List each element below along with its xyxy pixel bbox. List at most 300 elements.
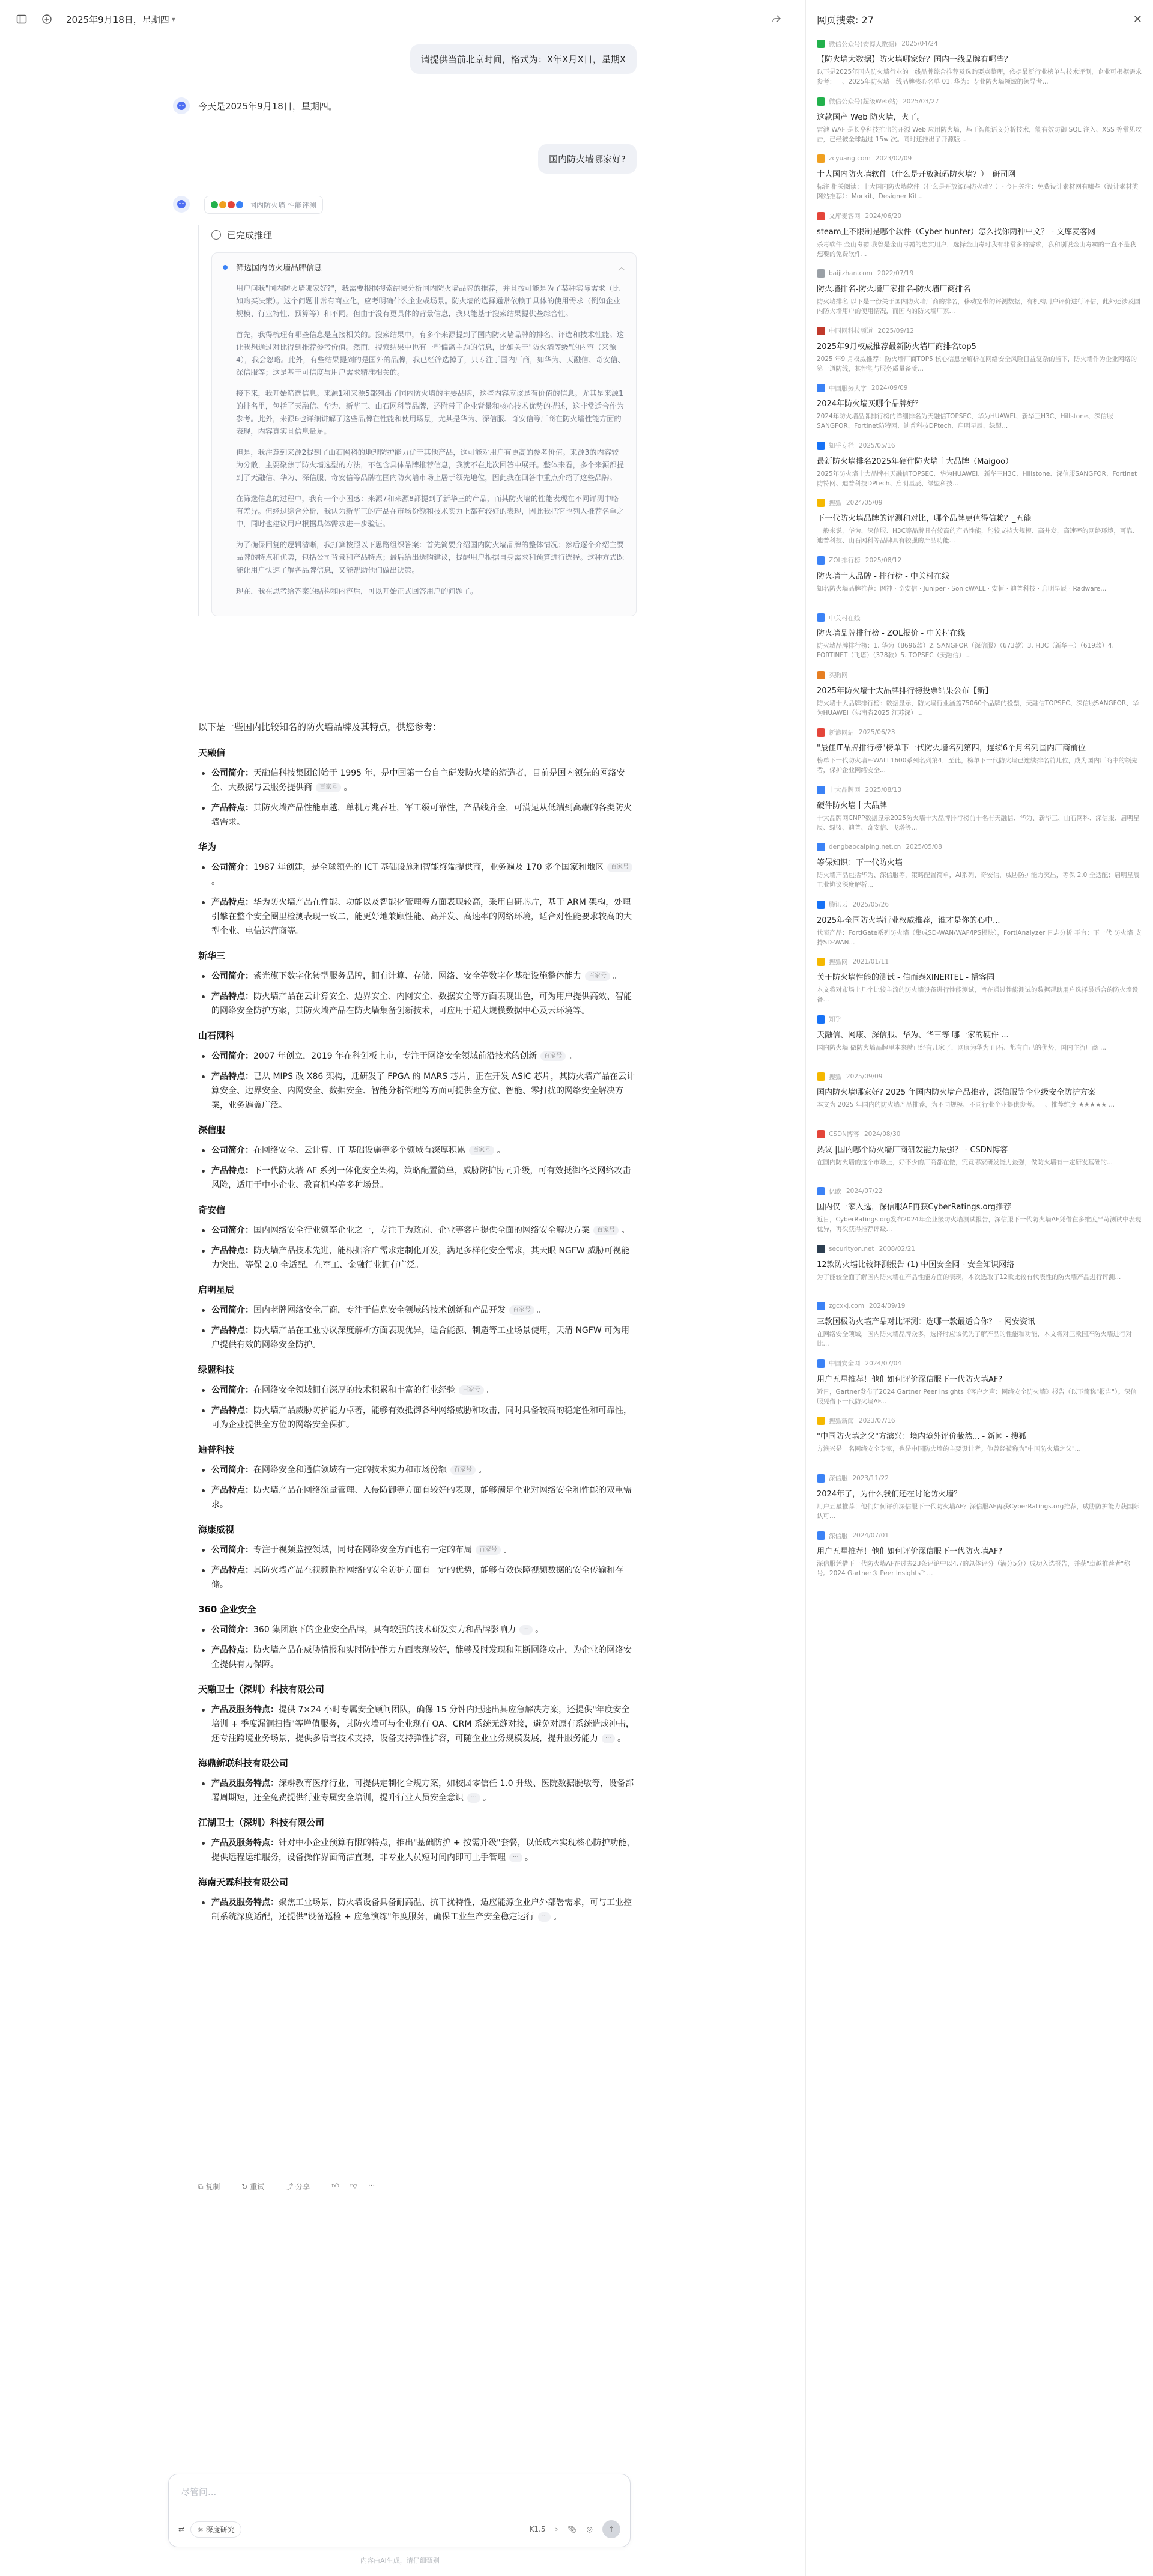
reference-source [817, 1244, 1142, 1254]
reference-item[interactable] [817, 1244, 1142, 1301]
detail-text: 在网络安全、云计算、IT 基础设施等多个领域有深厚积累 [253, 1146, 466, 1155]
reference-title[interactable]: "中国防火墙之父"方滨兴：境内境外评价截然... - 新闻 - 搜狐 [817, 1432, 1027, 1441]
reference-item[interactable] [817, 670, 1142, 728]
detail-item: 公司简介：国内网络安全行业领军企业之一，专注于为政府、企业等客户提供全面的网络安全解决方案 百家号 。 [198, 1223, 637, 1238]
reference-title[interactable]: 等保知识：下一代防火墙 [817, 858, 903, 867]
reference-item[interactable] [817, 1071, 1142, 1129]
company-name: 深信服 [198, 1125, 226, 1135]
source-date: 2025/08/12 [865, 556, 902, 564]
detail-label: 产品及服务特点： [211, 1838, 279, 1848]
citation-badge[interactable]: 百家号 [459, 1385, 484, 1395]
source-date: 2023/02/09 [875, 155, 912, 162]
detail-label: 产品及服务特点： [211, 1779, 279, 1788]
source-name: 中国服务大学 [829, 384, 867, 392]
copy-label: 复制 [205, 2183, 220, 2191]
citation-badge[interactable]: 百家号 [469, 1146, 494, 1155]
source-name: 十大品牌网 [829, 786, 861, 794]
site-favicon-icon [817, 212, 825, 220]
detail-item: 产品及服务特点：提供 7×24 小时专属安全顾问团队，确保 15 分钟内迅速出具应急解决方案，还提供"年度安全培训 + 季度漏洞扫描"等增值服务，其防火墙可与企业现有 OA、CRM 系统无缝对接，避免对原有系统造成冲击，还专注跨境业务场景，提供多语言技术支持，设备支持弹性扩容，可随企业业务规模发展，提升服务能力 ··· 。 [198, 1703, 637, 1746]
source-date: 2025/09/09 [846, 1073, 883, 1080]
reference-item[interactable] [817, 1129, 1142, 1186]
reference-item[interactable] [817, 612, 1142, 670]
reference-snippet: 防火墙产品包括华为、深信服等，策略配置简单，AI系列、奇安信，威胁防护能力突出，等保 2.0 全适配；启明星辰 工业协议深度解析... [817, 872, 1140, 889]
source-name: 买购网 [829, 672, 848, 679]
detail-text: 防火墙产品威胁防护能力卓著，能够有效抵御各种网络威胁和攻击，同时具备较高的稳定性和可靠性，可为企业提供全方位的网络安全保护。 [211, 1406, 632, 1430]
source-date: 2024/08/30 [864, 1130, 901, 1138]
detail-label: 产品特点： [211, 992, 253, 1001]
reference-snippet: 近日，CyberRatings.org发布2024年企业级防火墙测试报告，深信服下一代防火墙AF凭借在多维度严苛测试中表现优异，再次获得推荐评级... [817, 1216, 1142, 1233]
reference-title[interactable]: 天融信、网康、深信服、华为、华三等 哪一家的硬件 ... [817, 1030, 1009, 1040]
reference-item[interactable] [817, 1358, 1142, 1416]
thumbs-down-icon[interactable]: 👎︎ [350, 2181, 357, 2190]
reasoning-step-label: 筛选国内防火墙品牌信息 [236, 264, 322, 273]
source-name: 微信公众号(超级Web站) [829, 98, 898, 105]
reference-item[interactable] [817, 38, 1142, 96]
reference-snippet: 方滨兴是一名网络安全专家，也是中国防火墙的主要设计者。他曾经被称为"中国防火墙之父"... [817, 1445, 1081, 1453]
company-name: 天融信 [198, 747, 226, 758]
close-icon[interactable]: ✕ [1133, 13, 1142, 26]
reference-item[interactable] [817, 326, 1142, 383]
reference-item[interactable] [817, 1014, 1142, 1072]
site-favicon-icon [817, 1072, 825, 1081]
reference-snippet: 一般来说，华为、深信服、H3C等品牌具有较高的产品性能，能较支持大规模、高并发，高速率的网络环境，可靠、迪普科技、山石网科等品牌具有较强的产品功能... [817, 527, 1139, 544]
detail-item: 公司简介：紫光旗下数字化转型服务品牌，拥有计算、存储、网络、安全等数字化基础设施整体能力 百家号 。 [198, 969, 637, 983]
reasoning-header[interactable] [211, 225, 637, 245]
source-name: 深信服 [829, 1475, 848, 1482]
detail-text: 国内网络安全行业领军企业之一，专注于为政府、企业等客户提供全面的网络安全解决方案 [253, 1226, 590, 1235]
source-name: 腾讯云 [829, 901, 848, 908]
detail-item: 公司简介：在网络安全和通信领域有一定的技术实力和市场份额 百家号 。 [198, 1463, 637, 1477]
source-date: 2024/07/22 [846, 1188, 883, 1195]
detail-label: 公司简介： [211, 863, 253, 872]
reference-snippet: 标注 相关阅读：十大国内防火墙软件（什么是开放源码防火墙？）- 今日关注：免费设计素材网有哪些（设计素材类网站推荐）：Mockit、Designer Kit... [817, 183, 1139, 200]
company-name: 江湖卫士（深圳）科技有限公司 [198, 1817, 325, 1828]
chat-title[interactable]: 2025年9月18日，星期四 [66, 14, 169, 25]
company-name: 绿盟科技 [198, 1364, 235, 1375]
globe-icon[interactable]: ◎ [586, 2525, 593, 2533]
reference-title[interactable]: 国内仅一家入选，深信服AF再获CyberRatings.org推荐 [817, 1203, 1011, 1212]
reasoning-section [198, 225, 637, 616]
source-name: 深信服 [829, 1532, 848, 1540]
reference-title[interactable]: 下一代防火墙品牌的评测和对比，哪个品牌更值得信赖？_五能 [817, 514, 1032, 523]
reference-title[interactable]: 防火墙排名-防火墙厂家排名-防火墙厂商排名 [817, 285, 971, 294]
site-favicon-icon [817, 269, 825, 278]
reference-snippet: 防火墙十大品牌排行榜：数据显示，防火墙行业涵盖75060个品牌的投票，天融信TOPSEC、深信服SANGFOR、华为HUAWEI（佛南省2025 江苏深）... [817, 699, 1139, 717]
detail-text: 1987 年创建，是全球领先的 ICT 基础设施和智能终端提供商，业务遍及 170 多个国家和地区 [253, 863, 604, 872]
message-composer[interactable] [168, 2474, 631, 2547]
detail-item [198, 1403, 637, 1432]
reference-title[interactable]: 【防火墙大数据】防火墙哪家好？国内一线品牌有哪些？ [817, 55, 1012, 64]
reference-title[interactable]: 关于防火墙性能的测试 - 信而泰XINERTEL - 播客园 [817, 973, 995, 982]
reasoning-step[interactable] [223, 261, 625, 273]
reference-item[interactable] [817, 1530, 1142, 1588]
detail-label: 公司简介： [211, 1625, 253, 1635]
detail-text: 2007 年创立，2019 年在科创板上市，专注于网络安全领域前沿技术的创新 [253, 1051, 537, 1061]
company-section [198, 1523, 637, 1592]
company-name: 海鼎新联科技有限公司 [198, 1758, 289, 1769]
company-section [198, 1876, 637, 1924]
site-favicon-icon [817, 901, 825, 909]
copy-button[interactable]: ⧉ 复制 [198, 2183, 220, 2191]
reference-source [817, 96, 1142, 107]
source-name: 中国网科技频道 [829, 327, 873, 335]
source-date: 2025/03/27 [903, 97, 939, 105]
detail-item: 产品及服务特点：深耕教育医疗行业，可提供定制化合规方案，如校园零信任 1.0 升级、医院数据脱敏等，设备部署周期短，还全免费提供行业专属安全培训，提升行业人员安全意识 ··· 。 [198, 1776, 637, 1805]
detail-item [198, 989, 637, 1018]
deep-research-toggle[interactable]: ⚛ 深度研究 [190, 2521, 241, 2538]
company-details [198, 1895, 637, 1924]
site-favicon-icon [817, 671, 825, 679]
sidebar-toggle-icon[interactable] [16, 13, 28, 25]
source-date: 2024/09/09 [871, 384, 908, 392]
reference-title[interactable]: 2025年防火墙十大品牌排行榜投票结果公布【新】 [817, 686, 993, 696]
detail-item: 公司简介：天融信科技集团创始于 1995 年，是中国第一台自主研发防火墙的缔造者，目前是国内领先的网络安全、大数据与云服务提供商 百家号 。 [198, 766, 637, 795]
detail-label: 公司简介： [211, 1051, 253, 1061]
citation-badge[interactable]: 百家号 [593, 1226, 619, 1235]
thumbs-up-icon[interactable]: 👍︎ [331, 2181, 339, 2190]
detail-text: 专注于视频监控领域，同时在网络安全方面也有一定的布局 [253, 1545, 472, 1555]
company-section [198, 1757, 637, 1805]
detail-text: 华为防火墙产品在性能、功能以及智能化管理等方面表现较高，采用自研芯片，基于 ARM 架构，处理引擎在整个安全圈里检测表现一致二，能更好地兼顾性能、高并发、高速率的网络环境，适合对性能要求较高的大型企业、电信运营商等。 [211, 898, 632, 936]
source-name: securityon.net [829, 1245, 874, 1253]
reference-title[interactable]: 十大国内防火墙软件（什么是开放源码防火墙？）_研司网 [817, 170, 1016, 179]
company-section [198, 1603, 637, 1672]
reference-source [817, 440, 1142, 451]
detail-label: 产品及服务特点： [211, 1705, 279, 1715]
retry-label: 重试 [250, 2183, 265, 2191]
detail-item [198, 1164, 637, 1192]
composer-right-tools [520, 2520, 620, 2538]
site-favicon-icon [817, 1474, 825, 1483]
detail-item [198, 1069, 637, 1113]
reference-title[interactable]: 防火墙十大品牌 - 排行榜 - 中关村在线 [817, 571, 949, 581]
reference-snippet: 十大品牌网CNPP数据显示2025防火墙十大品牌排行榜前十名有天融信、华为、新华三、山石网科、深信服、启明星辰、绿盟、迪普、奇安信、飞塔等... [817, 814, 1140, 831]
company-details [198, 969, 637, 1018]
citation-badge[interactable]: 百家号 [509, 1305, 534, 1315]
share-label: 分享 [295, 2183, 310, 2191]
company-name: 新华三 [198, 950, 226, 961]
search-query-label: 国内防火墙 性能评测 [249, 201, 316, 210]
reference-item[interactable] [817, 555, 1142, 613]
site-favicon-icon [817, 843, 825, 851]
detail-text: 在网络安全领域拥有深厚的技术积累和丰富的行业经验 [253, 1385, 455, 1395]
reference-source [817, 1129, 1142, 1140]
reference-source [817, 1186, 1142, 1197]
share-icon[interactable] [770, 13, 782, 25]
citation-badge[interactable]: ··· [538, 1912, 551, 1922]
chevron-up-icon[interactable]: ︿ [617, 263, 625, 272]
reference-item[interactable] [817, 727, 1142, 785]
detail-label: 产品及服务特点： [211, 1898, 279, 1907]
site-favicon-icon [817, 958, 825, 966]
company-name: 天融卫士（深圳）科技有限公司 [198, 1684, 325, 1695]
site-favicon-icon [817, 442, 825, 450]
source-name: 中国安全网 [829, 1360, 861, 1367]
company-details [198, 1543, 637, 1592]
reference-title[interactable]: 国内防火墙哪家好? 2025 年国内防火墙产品推荐，深信服等企业级安全防护方案 [817, 1088, 1096, 1097]
detail-item [198, 1563, 637, 1592]
detail-label: 公司简介： [211, 1385, 253, 1395]
site-favicon-icon [817, 728, 825, 737]
reference-snippet: 深信服凭借下一代防火墙AF在过去23条评论中以4.7的总体评分（满分5分）成功入选报告，并获"卓越推荐者"称号。2024 Gartner® Peer Insights™... [817, 1560, 1130, 1577]
citation-badge[interactable]: 百家号 [476, 1545, 501, 1555]
detail-text: 紫光旗下数字化转型服务品牌，拥有计算、存储、网络、安全等数字化基础设施整体能力 [253, 971, 581, 981]
reference-title[interactable]: 2024年了，为什么我们还在讨论防火墙？ [817, 1489, 962, 1499]
reference-item[interactable] [817, 785, 1142, 842]
reference-snippet: 以下是2025年国内防火墙行业的一线品牌综合推荐及选购要点整理，依据最新行业榜单与技术评测，企业可根据需求参考：一、2025年防火墙一线品牌核心名单 01. 华为：专业防火墙领域的领导者... [817, 68, 1142, 85]
reasoning-paragraph: 接下来，我开始筛选信息。来源1和来源5都列出了国内防火墙的主要品牌，这些内容应该是有价值的信息。尤其是来源1的排名里，包括了天融信、华为、新华三、山石网科等品牌，还附带了企业背景和核心技术优势的描述，这非常适合作为参考。此外，来源6也详细讲解了这些品牌在性能和使用场景，尤其是华为、深信服、奇安信等厂商在防火墙性能方面的表现，内容真实且信息量足。 [236, 389, 624, 436]
detail-item: 公司简介：专注于视频监控领域，同时在网络安全方面也有一定的布局 百家号 。 [198, 1543, 637, 1557]
detail-text: 其防火墙产品性能卓越，单机万兆吞吐，军工级可靠性，产品线齐全，可满足从低端到高端的各类防火墙需求。 [211, 803, 632, 827]
chevron-right-icon[interactable]: › [555, 2525, 558, 2533]
source-date: 2023/11/22 [852, 1474, 889, 1482]
detail-item: 公司简介：在网络安全领域拥有深厚的技术积累和丰富的行业经验 百家号 。 [198, 1383, 637, 1397]
reference-snippet: 在国内防火墙的这个市场上，好不少的厂商都在做，究竟哪家研发能力最强，做防火墙有一定研发基础的... [817, 1158, 1113, 1166]
reference-title[interactable]: 12款防火墙比较评测报告 (1) 中国安全网 - 安全知识网络 [817, 1260, 1015, 1269]
site-favicon-icon [817, 556, 825, 565]
reference-item[interactable] [817, 497, 1142, 555]
reference-source [817, 899, 1142, 910]
company-name: 启明星辰 [198, 1284, 235, 1295]
reference-source [817, 956, 1142, 967]
reasoning-paragraph: 在筛选信息的过程中，我有一个小困惑：来源7和来源8都提到了新华三的产品，而其防火墙的性能表现在不同评测中略有差异。但经过综合分析，我认为新华三的产品在市场份额和技术实力上都有较好的表现，因此我把它也列入推荐名单之中，同时也建议用户根据具体需求进一步验证。 [236, 494, 624, 528]
reference-source [817, 1358, 1142, 1369]
source-date: 2025/09/12 [877, 327, 915, 335]
source-name: 搜狐 [829, 1073, 841, 1081]
detail-text: 已从 MIPS 改 X86 架构，迁研发了 FPGA 的 MARS 芯片，正在开发 ASIC 芯片，其防火墙产品在云计算安全、边界安全、内网安全、数据安全、智能分析管理等方面可提供全方位、智能、零打扰的网络安全解决方案，业务遍盖广泛。 [211, 1072, 635, 1110]
detail-text: 天融信科技集团创始于 1995 年，是中国第一台自主研发防火墙的缔造者，目前是国内领先的网络安全、大数据与云服务提供商 [211, 768, 625, 792]
detail-item: 公司简介：360 集团旗下的企业安全品牌，具有较强的技术研发实力和品牌影响力 ··· 。 [198, 1623, 637, 1637]
reference-source [817, 1415, 1142, 1426]
detail-item [198, 801, 637, 830]
detail-label: 产品特点： [211, 803, 253, 813]
detail-label: 公司简介： [211, 1545, 253, 1555]
source-date: 2025/06/23 [859, 729, 895, 736]
reasoning-paragraph: 为了确保回复的逻辑清晰，我打算按照以下思路组织答案：首先简要介绍国内防火墙品牌的整体情况；然后逐个介绍主要品牌的特点和优势，包括公司背景和产品特点；最后给出选购建议，提醒用户根据自身需求和预算进行选择。这种方式既能让用户快速了解各品牌信息，又能帮助他们做出决策。 [236, 541, 624, 574]
reference-item[interactable] [817, 1186, 1142, 1244]
reference-item[interactable] [817, 1415, 1142, 1473]
message-input[interactable]: 尽管问... [181, 2486, 217, 2497]
detail-text: 防火墙产品技术先进，能根据客户需求定制化开发，满足多样化安全需求，其天眼 NGFW 威胁可视能力突出，等保 2.0 全适配，在军工、金融行业拥有广泛。 [211, 1246, 630, 1270]
reference-item[interactable] [817, 211, 1142, 269]
site-favicon-icon [817, 97, 825, 106]
chevron-down-icon[interactable]: ▾ [171, 15, 175, 23]
site-favicon-icon [817, 613, 825, 622]
source-date: 2024/07/01 [852, 1532, 889, 1539]
reference-snippet: 防火墙排名 以下是一份关于国内防火墙厂商的排名，移动宽带的评测数据，有机构用户评价进行评估，此外还涉及国内防火墙用户的使用情况，而国内的防火墙厂家... [817, 298, 1140, 315]
reference-item[interactable] [817, 440, 1142, 498]
company-section [198, 1683, 637, 1746]
source-name: zcyuang.com [829, 155, 871, 162]
citation-badge[interactable]: 百家号 [585, 971, 610, 981]
source-name: zgcxkj.com [829, 1302, 864, 1310]
detail-label: 产品特点： [211, 898, 253, 907]
source-date: 2024/06/20 [865, 212, 902, 220]
company-details [198, 1049, 637, 1113]
reference-snippet: 本文将对市场上几个比较主流的防火墙设备进行性能测试，旨在通过性能测试的数据帮助用户选择最适合的防火墙设备... [817, 986, 1139, 1003]
panel-title: 网页搜索: 27 [817, 14, 874, 26]
retry-button[interactable]: ↻ 重试 [241, 2183, 265, 2191]
detail-item: 公司简介：国内老牌网络安全厂商，专注于信息安全领域的技术创新和产品开发 百家号 。 [198, 1303, 637, 1317]
reference-item[interactable] [817, 956, 1142, 1014]
reference-source [817, 785, 1142, 795]
reference-source [817, 670, 1142, 681]
source-date: 2025/04/24 [901, 40, 938, 47]
send-button[interactable]: ↑ [602, 2520, 620, 2538]
reference-item[interactable] [817, 899, 1142, 957]
reference-title[interactable]: 用户五星推荐！他们如何评价深信服下一代防火墙AF? [817, 1375, 1003, 1384]
reference-source [817, 1301, 1142, 1311]
source-name: 亿欧 [829, 1188, 841, 1195]
reference-item[interactable] [817, 383, 1142, 440]
source-name: CSDN博客 [829, 1131, 859, 1138]
detail-text: 360 集团旗下的企业安全品牌，具有较强的技术研发实力和品牌影响力 [253, 1625, 516, 1635]
share-button[interactable]: ⤴ 分享 [286, 2183, 310, 2191]
reference-title[interactable]: 用户五星推荐！他们如何评价深信服下一代防火墙AF? [817, 1547, 1003, 1556]
detail-label: 公司简介： [211, 768, 253, 778]
reference-item[interactable] [817, 1301, 1142, 1358]
citation-badge[interactable]: 百家号 [316, 783, 341, 792]
reference-snippet: 知名防火墙品牌推荐：网神 · 奇安信 · Juniper · SonicWALL · 安恒 · 迪普科技 · 启明星辰 · Radware... [817, 585, 1107, 592]
reference-source [817, 1071, 1142, 1082]
settings-sliders-icon[interactable]: ⇄ [178, 2525, 185, 2533]
detail-text: 下一代防火墙 AF 系列一体化安全架构，策略配置简单，威胁防护协同升级，可有效抵御各类网络攻击风险，适用于中小企业、教育机构等多种场景。 [211, 1166, 631, 1190]
reference-title[interactable]: 最新防火墙排名2025年硬件防火墙十大品牌（Maigoo） [817, 457, 1014, 466]
company-section [198, 1203, 637, 1272]
company-details [198, 1776, 637, 1805]
user-message: 国内防火墙哪家好? [538, 144, 637, 174]
source-favicons-icon [211, 201, 244, 208]
source-date: 2021/01/11 [852, 958, 889, 965]
source-name: dengbaocaiping.net.cn [829, 843, 901, 851]
detail-label: 产品特点： [211, 1072, 253, 1081]
detail-text: 其防火墙产品在视频监控网络的安全防护方面有一定的优势，能够有效保障视频数据的安全传输和存储。 [211, 1566, 623, 1590]
reference-item[interactable] [817, 842, 1142, 899]
detail-text: 防火墙产品在威胁情报和实时防护能力方面表现较好，能够及时发现和阻断网络攻击，为企业的网络安全提供有力保障。 [211, 1645, 632, 1669]
assistant-avatar-icon [173, 97, 190, 114]
source-date: 2022/07/19 [877, 270, 914, 277]
reference-item[interactable] [817, 268, 1142, 326]
reference-source [817, 1530, 1142, 1541]
attach-icon[interactable]: 📎︎ [567, 2525, 577, 2533]
reference-source [817, 1473, 1142, 1484]
citation-badge[interactable]: 百家号 [607, 863, 632, 872]
answer-lead: 以下是一些国内比较知名的防火墙品牌及其特点，供您参考： [198, 721, 442, 732]
company-section [198, 949, 637, 1018]
reference-list [806, 38, 1153, 1588]
company-name: 奇安信 [198, 1204, 226, 1215]
detail-text: 聚焦工业场景，防火墙设备具备耐高温、抗干扰特性，适应能源企业户外部署需求，可与工业控制系统深度适配，还提供"设备巡检 + 应急演练"年度服务，确保工业生产安全稳定运行 [211, 1898, 632, 1922]
citation-badge[interactable]: 百家号 [450, 1465, 476, 1475]
detail-label: 产品特点： [211, 1486, 253, 1495]
source-date: 2023/07/16 [859, 1417, 895, 1424]
detail-label: 产品特点： [211, 1566, 253, 1575]
reference-snippet: 2024年防火墙品牌排行榜的详细排名为天融信TOPSEC、华为HUAWEI、新华三H3C、Hillstone、深信服SANGFOR、Fortinet防特网、迪普科技DPtech、启明星辰、绿盟... [817, 413, 1113, 430]
company-section [198, 1029, 637, 1113]
reference-title[interactable]: 2025年9月权威推荐最新防火墙厂商排名top5 [817, 342, 976, 351]
reasoning-paragraph: 用户问我"国内防火墙哪家好?"，我需要根据搜索结果分析国内防火墙品牌的推荐，并且按可能是为了某种实际需求（比如购买决策）。这个问题非常有商业化，应考明确什么企业或场景。防火墙的选择通常依赖于具体的使用需求（例如企业规模、行业特性、预算等）和不同。但由于没有更具体的背景信息，我只能基于搜索结果提供些综合性。 [236, 284, 620, 318]
site-favicon-icon [817, 1187, 825, 1195]
site-favicon-icon [817, 40, 825, 48]
composer-toolbar [178, 2520, 620, 2538]
search-sources-chip[interactable] [204, 196, 323, 214]
site-favicon-icon [817, 1015, 825, 1024]
reference-item[interactable] [817, 96, 1142, 154]
source-name: 中关村在线 [829, 614, 861, 622]
company-details [198, 1703, 637, 1746]
reference-title[interactable]: 2024年防火墙买哪个品牌好？ [817, 399, 923, 409]
site-favicon-icon [817, 1302, 825, 1310]
reference-item[interactable] [817, 1473, 1142, 1531]
detail-label: 公司简介： [211, 1465, 253, 1475]
source-name: baijizhan.com [829, 270, 873, 277]
detail-item [198, 895, 637, 938]
reference-title[interactable]: steam上不限制是哪个软件（Cyber hunter）怎么找你两种中文？ - 文库麦客网 [817, 227, 1096, 237]
detail-item [198, 1643, 637, 1672]
reference-title[interactable]: 这款国产 Web 防火墙，火了。 [817, 112, 925, 122]
citation-badge[interactable]: 百家号 [540, 1051, 566, 1061]
source-date: 2024/09/19 [868, 1302, 906, 1310]
source-date: 2025/05/08 [906, 843, 942, 851]
reference-source [817, 1014, 1142, 1025]
source-name: 搜狐 [829, 499, 841, 507]
detail-item: 产品及服务特点：聚焦工业场景，防火墙设备具备耐高温、抗干扰特性，适应能源企业户外部署需求，可与工业控制系统深度适配，还提供"设备巡检 + 应急演练"年度服务，确保工业生产安全稳定运行 ··· 。 [198, 1895, 637, 1924]
company-section [198, 1816, 637, 1865]
reference-source [817, 383, 1142, 393]
reference-item[interactable] [817, 153, 1142, 211]
detail-item: 公司简介：2007 年创立，2019 年在科创板上市，专注于网络安全领域前沿技术的创新 百家号 。 [198, 1049, 637, 1063]
citation-badge[interactable]: ··· [509, 1853, 522, 1862]
reference-title[interactable]: 硬件防火墙十大品牌 [817, 801, 888, 810]
ai-disclaimer: 内容由AI生成，请仔细甄别 [360, 2557, 440, 2565]
reference-title[interactable]: "最佳IT品牌排行榜"榜单下一代防火墙名列第四，连续6个月名列国内厂商前位 [817, 744, 1086, 753]
reference-title[interactable]: 防火墙品牌排行榜 - ZOL报价 - 中关村在线 [817, 629, 966, 638]
new-chat-icon[interactable] [41, 13, 53, 25]
citation-badge[interactable]: ··· [602, 1734, 615, 1743]
detail-label: 公司简介： [211, 971, 253, 981]
company-name: 山石网科 [198, 1030, 235, 1041]
company-name: 华为 [198, 842, 217, 852]
site-favicon-icon [817, 1245, 825, 1253]
reference-snippet: 2025年防火墙十大品牌有天融信TOPSEC、华为HUAWEI、新华三H3C、Hillstone、深信服SANGFOR、Fortinet防特网、迪普科技DPtech、启明星辰、绿盟科技... [817, 470, 1137, 487]
reference-snippet: 防火墙品牌排行榜：1. 华为（8696款）2. SANGFOR（深信服）（673款）3. H3C（新华三）（619款）4. FORTINET（飞塔）（378款）5. TOPSEC（天融信）... [817, 642, 1114, 659]
reference-source [817, 842, 1142, 852]
top-bar [0, 0, 805, 38]
source-date: 2024/05/09 [846, 499, 883, 506]
reference-title[interactable]: 热议 |国内哪个防火墙厂商研发能力最强？ - CSDN博客 [817, 1145, 1008, 1155]
citation-badge[interactable]: ··· [519, 1625, 533, 1635]
reference-snippet: 国内防火墙 做防火墙品牌里本来就已经有几家了，网康为华为 山石、都有自己的优势，国内主流厂商 ... [817, 1043, 1107, 1051]
reference-title[interactable]: 2025年全国防火墙行业权威推荐，谁才是你的心中... [817, 916, 1000, 925]
reference-title[interactable]: 三款国极防火墙产品对比评测：选哪一款最适合你？ - 网安资讯 [817, 1317, 1035, 1326]
reference-source [817, 153, 1142, 164]
source-date: 2025/05/16 [859, 442, 895, 449]
source-name: 知乎 [829, 1016, 841, 1023]
source-name: 新浪网站 [829, 729, 854, 737]
more-icon[interactable]: ··· [368, 2181, 375, 2190]
assistant-answer [198, 720, 637, 1935]
detail-label: 公司简介： [211, 1146, 253, 1155]
detail-text: 防火墙产品在云计算安全、边界安全、内网安全、数据安全等方面表现出色，可为用户提供高效、智能的网络安全防护方案，其防火墙产品在防火墙集备创新技术，可应用于超大规模数据中心及云环境等。 [211, 992, 632, 1016]
detail-item: 产品及服务特点：针对中小企业预算有限的特点，推出"基础防护 + 按需升级"套餐，以低成本实现核心防护功能，提供远程运维服务，设备操作界面简洁直观，非专业人员短时间内即可上手管理 ··· 。 [198, 1836, 637, 1865]
source-name: 搜狐网 [829, 958, 848, 966]
site-favicon-icon [817, 1359, 825, 1368]
company-details [198, 1383, 637, 1432]
citation-badge[interactable]: ··· [467, 1793, 480, 1803]
reference-source [817, 326, 1142, 336]
model-selector[interactable]: K1.5 [529, 2525, 546, 2533]
reference-source [817, 497, 1142, 508]
